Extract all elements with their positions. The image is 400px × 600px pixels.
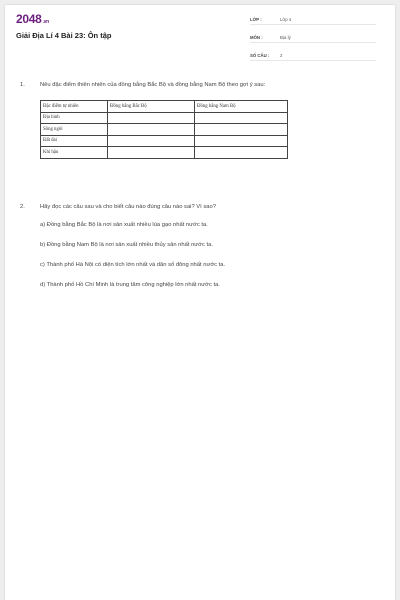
question-text: Hãy đọc các câu sau và cho biết câu nào đúng câu nào sai? Vì sao? xyxy=(40,204,216,210)
meta-value: Địa lý xyxy=(280,35,291,40)
option-a: a) Đồng bằng Bắc Bộ là nơi sản xuất nhiều lúa gạo nhất nước ta. xyxy=(40,222,208,228)
meta-row-class xyxy=(250,12,376,25)
table-row xyxy=(41,112,288,124)
table-row xyxy=(41,135,288,147)
option-d: d) Thành phố Hồ Chí Minh là trung tâm công nghiệp lớn nhất nước ta. xyxy=(40,282,220,288)
meta-value: Lớp 4 xyxy=(280,17,292,22)
document-page xyxy=(5,5,395,600)
site-logo[interactable] xyxy=(16,12,49,26)
meta-row-subject xyxy=(250,30,376,43)
meta-info xyxy=(250,12,376,66)
table-cell xyxy=(108,147,195,159)
meta-label: SỐ CÂU : xyxy=(250,53,270,58)
meta-label: MÔN : xyxy=(250,35,263,40)
table-header: Đồng bằng Nam Bộ xyxy=(195,101,288,113)
question-text: Nêu đặc điểm thiên nhiên của đồng bằng Bắc Bộ và đồng bằng Nam Bộ theo gợi ý sau: xyxy=(40,82,266,88)
table-header-row xyxy=(41,101,288,113)
table-cell xyxy=(108,112,195,124)
table-header: Đồng bằng Bắc Bộ xyxy=(108,101,195,113)
table-cell xyxy=(108,124,195,136)
table-cell xyxy=(195,147,288,159)
table-cell xyxy=(108,135,195,147)
table-cell: Địa hình xyxy=(41,112,108,124)
table-cell xyxy=(195,135,288,147)
table-row xyxy=(41,124,288,136)
table-header: Đặc điểm tự nhiên xyxy=(41,101,108,113)
logo-tld: .vn xyxy=(42,19,49,25)
option-c: c) Thành phố Hà Nội có diện tích lớn nhất và dân số đông nhất nước ta. xyxy=(40,262,226,268)
meta-row-count xyxy=(250,48,376,61)
table-cell xyxy=(195,112,288,124)
answer-table xyxy=(40,100,288,159)
table-cell xyxy=(195,124,288,136)
table-row xyxy=(41,147,288,159)
question-number: 1. xyxy=(20,82,25,88)
meta-value: 2 xyxy=(280,53,283,58)
table-cell: Khí hậu xyxy=(41,147,108,159)
table-cell: Đất đai xyxy=(41,135,108,147)
meta-label: LỚP : xyxy=(250,17,262,22)
option-b: b) Đồng bằng Nam Bộ là nơi sản xuất nhiều thủy sản nhất nước ta. xyxy=(40,242,213,248)
page-title: Giải Địa Lí 4 Bài 23: Ôn tập xyxy=(16,31,112,40)
logo-text: 2048 xyxy=(16,12,42,26)
table-cell: Sông ngòi xyxy=(41,124,108,136)
question-number: 2. xyxy=(20,204,25,210)
